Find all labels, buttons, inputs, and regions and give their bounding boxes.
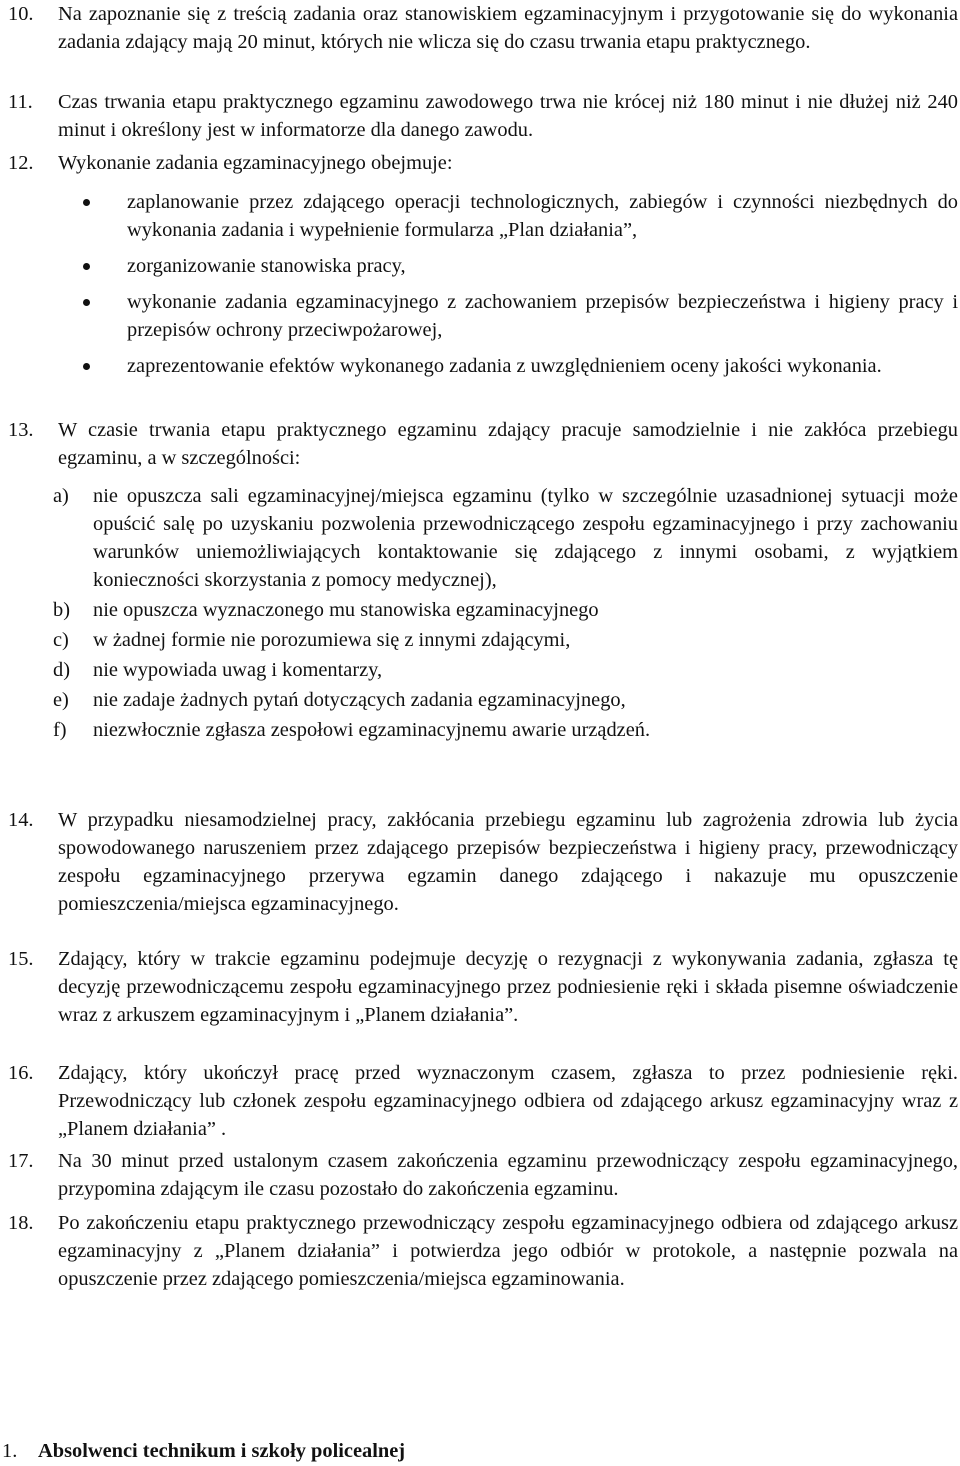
bullet-list <box>0 188 958 388</box>
list-item-c <box>53 626 958 654</box>
list-label: c) <box>53 629 69 651</box>
list-item-b <box>53 596 958 624</box>
paragraph-14 <box>0 806 958 918</box>
paragraph-text: Zdający, który ukończył pracę przed wyznaczonym czasem, zgłasza to przez podniesienie ręki. Przewodniczący lub członek zespołu egzaminacyjnego odbiera od zdającego arkusz egzaminacyjny wraz z „Planem działania” . <box>58 1062 958 1140</box>
bullet-item <box>127 188 958 244</box>
paragraph-10 <box>0 0 958 56</box>
paragraph-text: Po zakończeniu etapu praktycznego przewodniczący zespołu egzaminacyjnego odbiera od zdającego arkusz egzaminacyjny z „Planem działania” i potwierdza jego odbiór w protokole, a następnie pozwala na opuszczenie przez zdającego pomieszczenia/miejsca egzaminowania. <box>58 1212 958 1290</box>
list-label: d) <box>53 659 70 681</box>
section-number: 1. <box>2 1440 18 1462</box>
paragraph-number: 10. <box>8 3 34 25</box>
section-heading <box>0 1437 958 1465</box>
paragraph-18 <box>0 1209 958 1293</box>
paragraph-text: Wykonanie zadania egzaminacyjnego obejmuje: <box>58 152 453 174</box>
paragraph-text: Na 30 minut przed ustalonym czasem zakończenia egzaminu przewodniczący zespołu egzaminacyjnego, przypomina zdającym ile czasu pozostało do zakończenia egzaminu. <box>58 1150 958 1200</box>
bullet-text: zaplanowanie przez zdającego operacji technologicznych, zabiegów i czynności niezbędnych do wykonania zadania i wypełnienie formularza „Plan działania”, <box>127 191 958 241</box>
paragraph-number: 17. <box>8 1150 34 1172</box>
bullet-item <box>127 288 958 344</box>
paragraph-text: W przypadku niesamodzielnej pracy, zakłócania przebiegu egzaminu lub zagrożenia zdrowia lub życia spowodowanego naruszeniem przez zdającego przepisów bezpieczeństwa i higieny pracy, przewodniczący zespołu egzaminacyjnego przerywa egzamin danego zdającego i nakazuje mu opuszczenie pomieszczenia/miejsca egzaminacyjnego. <box>58 809 958 915</box>
paragraph-15 <box>0 945 958 1029</box>
list-text: nie zadaje żadnych pytań dotyczących zadania egzaminacyjnego, <box>93 689 626 711</box>
section-title: Absolwenci technikum i szkoły policealnej <box>38 1440 406 1462</box>
paragraph-number: 13. <box>8 419 34 441</box>
paragraph-11 <box>0 88 958 144</box>
paragraph-number: 18. <box>8 1212 34 1234</box>
list-text: nie opuszcza wyznaczonego mu stanowiska egzaminacyjnego <box>93 599 599 621</box>
list-item-f <box>53 716 958 744</box>
bullet-icon <box>83 263 90 270</box>
paragraph-number: 16. <box>8 1062 34 1084</box>
paragraph-text: W czasie trwania etapu praktycznego egzaminu zdający pracuje samodzielnie i nie zakłóca przebiegu egzaminu, a w szczególności: <box>58 419 958 469</box>
bullet-item <box>127 352 958 380</box>
paragraph-text: Czas trwania etapu praktycznego egzaminu zawodowego trwa nie krócej niż 180 minut i nie dłużej niż 240 minut i określony jest w informatorze dla danego zawodu. <box>58 91 958 141</box>
paragraph-text: Zdający, który w trakcie egzaminu podejmuje decyzję o rezygnacji z wykonywania zadania, zgłasza tę decyzję przewodniczącemu zespołu egzaminacyjnego przez podniesienie ręki i składa pisemne oświadczenie wraz z arkuszem egzaminacyjnym i „Planem działania”. <box>58 948 958 1026</box>
bullet-text: zorganizowanie stanowiska pracy, <box>127 255 406 277</box>
paragraph-16 <box>0 1059 958 1143</box>
list-text: nie wypowiada uwag i komentarzy, <box>93 659 383 681</box>
list-label: f) <box>53 719 67 741</box>
paragraph-number: 15. <box>8 948 34 970</box>
list-item-a <box>53 482 958 594</box>
paragraph-17 <box>0 1147 958 1203</box>
lettered-list <box>0 482 958 746</box>
list-label: e) <box>53 689 69 711</box>
bullet-text: wykonanie zadania egzaminacyjnego z zachowaniem przepisów bezpieczeństwa i higieny pracy i przepisów ochrony przeciwpożarowej, <box>127 291 958 341</box>
bullet-icon <box>83 199 90 206</box>
paragraph-number: 12. <box>8 152 34 174</box>
list-text: niezwłocznie zgłasza zespołowi egzaminacyjnemu awarie urządzeń. <box>93 719 651 741</box>
paragraph-13 <box>0 416 958 472</box>
bullet-item <box>127 252 958 280</box>
list-label: a) <box>53 485 69 507</box>
paragraph-12 <box>0 149 958 177</box>
list-item-d <box>53 656 958 684</box>
paragraph-number: 14. <box>8 809 34 831</box>
bullet-icon <box>83 363 90 370</box>
list-text: nie opuszcza sali egzaminacyjnej/miejsca egzaminu (tylko w szczególnie uzasadnionej sytuacji może opuścić salę po uzyskaniu pozwolenia przewodniczącego zespołu egzaminacyjnego i przy zachowaniu warunków uniemożliwiających kontaktowanie się zdającego z innymi osobami, z wyjątkiem konieczności skorzystania z pomocy medycznej), <box>93 485 958 591</box>
list-item-e <box>53 686 958 714</box>
paragraph-text: Na zapoznanie się z treścią zadania oraz stanowiskiem egzaminacyjnym i przygotowanie się do wykonania zadania zdający mają 20 minut, których nie wlicza się do czasu trwania etapu praktycznego. <box>58 3 958 53</box>
list-text: w żadnej formie nie porozumiewa się z innymi zdającymi, <box>93 629 571 651</box>
bullet-icon <box>83 299 90 306</box>
list-label: b) <box>53 599 70 621</box>
bullet-text: zaprezentowanie efektów wykonanego zadania z uwzględnieniem oceny jakości wykonania. <box>127 355 882 377</box>
paragraph-number: 11. <box>8 91 33 113</box>
